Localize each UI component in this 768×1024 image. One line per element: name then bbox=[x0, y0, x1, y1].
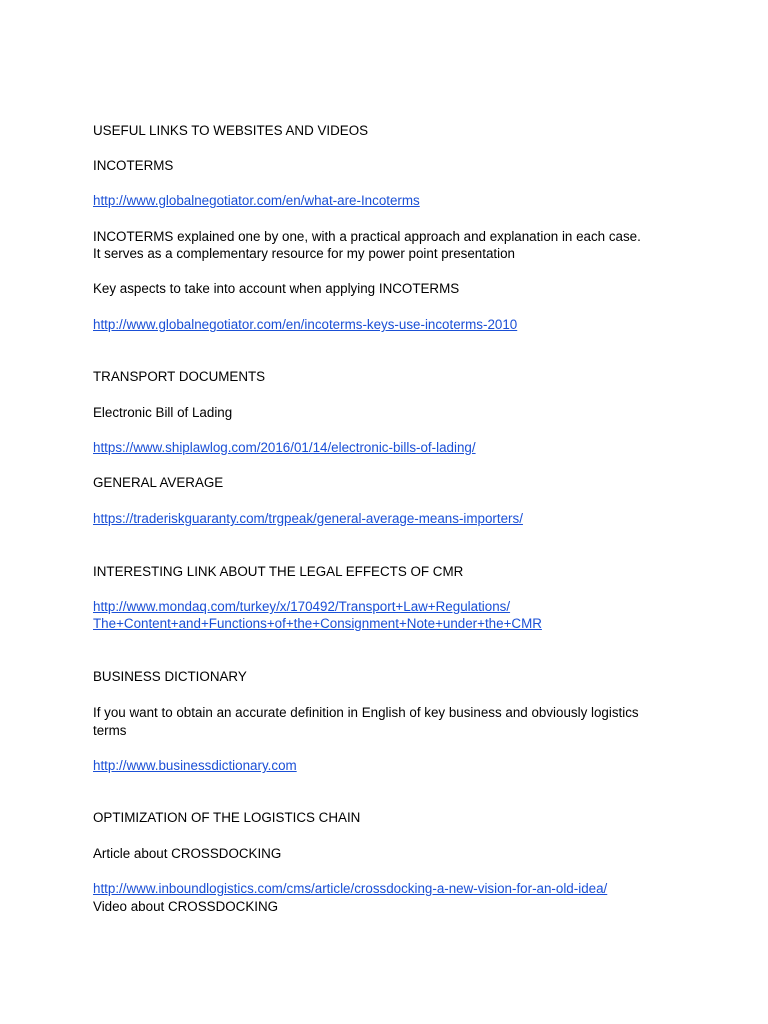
general-average-link[interactable]: https://traderiskguaranty.com/trgpeak/general-average-means-importers/ bbox=[93, 511, 523, 526]
incoterms-description-line-1: INCOTERMS explained one by one, with a practical approach and explanation in each case. bbox=[93, 229, 641, 244]
transport-documents-heading: TRANSPORT DOCUMENTS bbox=[93, 369, 266, 384]
cmr-link-line-1[interactable]: http://www.mondaq.com/turkey/x/170492/Transport+Law+Regulations/ bbox=[93, 599, 511, 614]
cmr-link-line-2[interactable]: The+Content+and+Functions+of+the+Consignment+Note+under+the+CMR bbox=[93, 616, 542, 631]
crossdocking-article-label: Article about CROSSDOCKING bbox=[93, 846, 282, 861]
cmr-heading: INTERESTING LINK ABOUT THE LEGAL EFFECTS OF CMR bbox=[93, 564, 464, 579]
business-dictionary-link[interactable]: http://www.businessdictionary.com bbox=[93, 758, 297, 773]
incoterms-key-aspects: Key aspects to take into account when applying INCOTERMS bbox=[93, 281, 460, 296]
crossdocking-article-link[interactable]: http://www.inboundlogistics.com/cms/article/crossdocking-a-new-vision-for-an-old-idea/ bbox=[93, 881, 608, 896]
incoterms-heading: INCOTERMS bbox=[93, 158, 174, 173]
bill-of-lading-subheading: Electronic Bill of Lading bbox=[93, 405, 233, 420]
business-dictionary-heading: BUSINESS DICTIONARY bbox=[93, 669, 247, 684]
document-title: USEFUL LINKS TO WEBSITES AND VIDEOS bbox=[93, 123, 369, 138]
business-dictionary-description-line-1: If you want to obtain an accurate definition in English of key business and obviously logistics bbox=[93, 705, 639, 720]
incoterms-description-line-2: It serves as a complementary resource for my power point presentation bbox=[93, 246, 515, 261]
bill-of-lading-link[interactable]: https://www.shiplawlog.com/2016/01/14/electronic-bills-of-lading/ bbox=[93, 440, 476, 455]
incoterms-link[interactable]: http://www.globalnegotiator.com/en/what-are-Incoterms bbox=[93, 193, 420, 208]
business-dictionary-description-line-2: terms bbox=[93, 723, 127, 738]
incoterms-keys-link[interactable]: http://www.globalnegotiator.com/en/incoterms-keys-use-incoterms-2010 bbox=[93, 317, 518, 332]
crossdocking-video-label: Video about CROSSDOCKING bbox=[93, 899, 279, 914]
logistics-chain-heading: OPTIMIZATION OF THE LOGISTICS CHAIN bbox=[93, 810, 361, 825]
general-average-heading: GENERAL AVERAGE bbox=[93, 475, 224, 490]
